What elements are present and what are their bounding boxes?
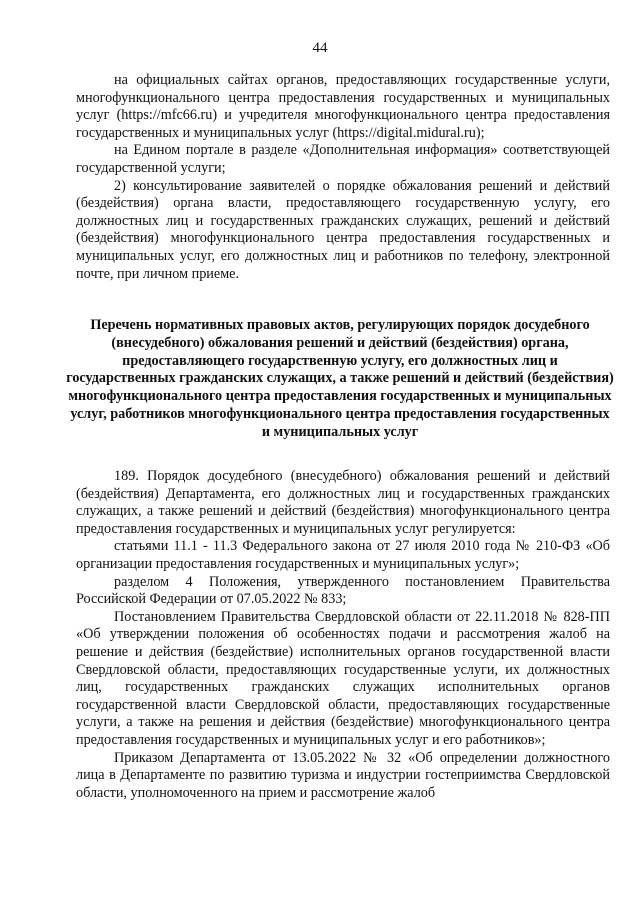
paragraph: Приказом Департамента от 13.05.2022 № 32 «Об определении должностного лица в Департаменте по развитию туризма и индустрии гостеприимства Свердловской области, уполномоченного на прием и рассмотрение жалоб <box>76 749 610 801</box>
paragraph: статьями 11.1 - 11.3 Федерального закона от 27 июля 2010 года № 210-ФЗ «Об организации предоставления государственных и муниципальных услуг»; <box>76 538 610 572</box>
paragraph: Постановлением Правительства Свердловской области от 22.11.2018 № 828-ПП «Об утверждении положения об особенностях подачи и рассмотрения жалоб на решение и действия (бездействие) исполнительных органов государственной власти Свердловской области, предоставляющих государственные услуги, их должностных лиц, государственных гражданских служащих исполнительных органов государственной власти Свердловской области, предоставляющих государственные услуги, а также на решения и действия (бездействие) многофункционального центра предоставления государственных и муниципальных услуг и его работников»; <box>76 608 610 748</box>
paragraph: на Едином портале в разделе «Дополнительная информация» соответствующей государственной услуги; <box>76 142 610 176</box>
text-block-top <box>76 72 610 283</box>
paragraph: на официальных сайтах органов, предоставляющих государственные услуги, многофункционального центра предоставления государственных и муниципальных услуг (https://mfc66.ru) и учредителя многофункционального центра предоставления государственных и муниципальных услуг (https://digital.midural.ru); <box>76 72 610 141</box>
paragraph: 2) консультирование заявителей о порядке обжалования решений и действий (бездействия) органа власти, предоставляющего государственную услугу, его должностных лиц и государственных гражданских служащих, решений и действий (бездействия) многофункционального центра предоставления государственных и муниципальных услуг, его должностных лиц и работников по телефону, электронной почте, при личном приеме. <box>76 177 610 282</box>
text-block-bottom <box>76 468 610 802</box>
page-number: 44 <box>312 40 328 56</box>
paragraph: 189. Порядок досудебного (внесудебного) обжалования решений и действий (бездействия) Департамента, его должностных лиц и государственных гражданских служащих, а также решений и действий (бездействия) многофункционального центра предоставления государственных и муниципальных услуг регулируется: <box>76 468 610 537</box>
paragraph: разделом 4 Положения, утвержденного постановлением Правительства Российской Федерации от 07.05.2022 № 833; <box>76 573 610 608</box>
section-heading: Перечень нормативных правовых актов, регулирующих порядок досудебного (внесудебного) обжалования решений и действий (бездействия) органа, предоставляющего государственную услугу, его должностных лиц и государственных гражданских служащих, а также решений и действий (бездействия) многофункционального центра предоставления государственных и муниципальных услуг, работников многофункционального центра предоставления государственных и муниципальных услуг <box>66 317 614 440</box>
